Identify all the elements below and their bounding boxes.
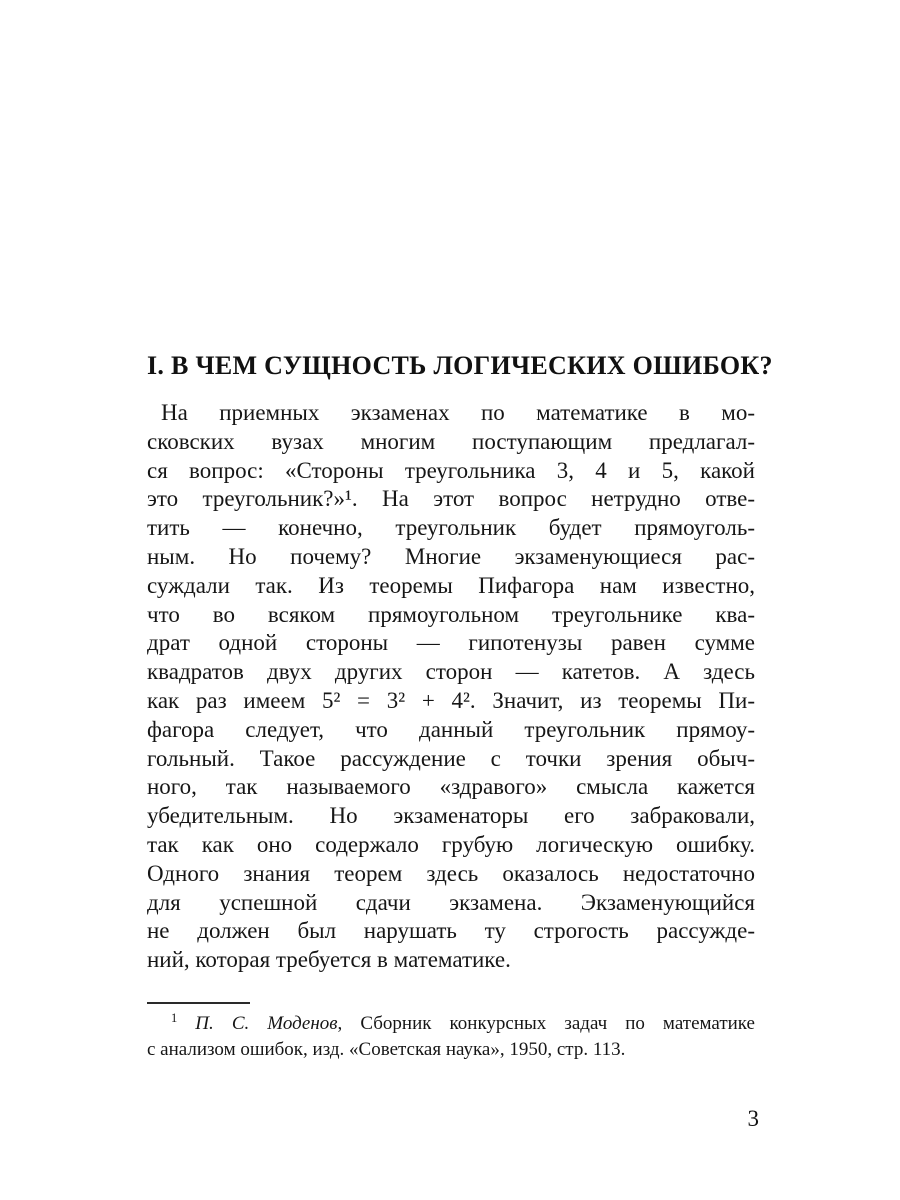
text-line: ного, так называемого «здравого» смысла кажется	[147, 774, 755, 800]
text-line: что во всяком прямоугольном треугольнике ква-	[147, 601, 755, 627]
footnote-marker: 1	[171, 1011, 178, 1025]
text-line: ным. Но почему? Многие экзаменующиеся рас-	[147, 543, 755, 569]
text-line: это треугольник?»¹. На этот вопрос нетрудно отве-	[147, 486, 755, 512]
text-line: убедительным. Но экзаменаторы его забраковали,	[147, 803, 755, 829]
footnote	[147, 1011, 755, 1062]
page-number: 3	[747, 1106, 759, 1131]
text-line: так как оно содержало грубую логическую ошибку.	[147, 831, 755, 857]
footnote-text: , Сборник конкурсных задач по математике	[337, 1013, 755, 1034]
text-line: тить — конечно, треугольник будет прямоуголь-	[147, 515, 755, 541]
body-paragraph	[147, 399, 755, 975]
chapter-heading: I. В ЧЕМ СУЩНОСТЬ ЛОГИЧЕСКИХ ОШИБОК?	[147, 351, 773, 380]
text-line: На приемных экзаменах по математике в мо-	[161, 400, 755, 425]
footnote-author: П. С. Моденов	[195, 1013, 338, 1034]
text-line: не должен был нарушать ту строгость рассужде-	[147, 918, 755, 944]
text-line: суждали так. Из теоремы Пифагора нам известно,	[147, 572, 755, 598]
text-line: для успешной сдачи экзамена. Экзаменующийся	[147, 889, 755, 915]
text-line: ний, которая требуется в математике.	[147, 947, 511, 973]
text-line: ся вопрос: «Стороны треугольника 3, 4 и 5, какой	[147, 457, 755, 483]
text-line: Одного знания теорем здесь оказалось недостаточно	[147, 860, 755, 886]
text-line: фагора следует, что данный треугольник прямоу-	[147, 716, 755, 742]
text-line: квадратов двух других сторон — катетов. А здесь	[147, 659, 755, 685]
footnote-line-2: с анализом ошибок, изд. «Советская наука», 1950, стр. 113.	[147, 1038, 626, 1060]
text-line: гольный. Такое рассуждение с точки зрения обыч-	[147, 745, 755, 771]
text-line: как раз имеем 5² = 3² + 4². Значит, из теоремы Пи-	[147, 687, 755, 713]
text-line: драт одной стороны — гипотенузы равен сумме	[147, 630, 755, 656]
footnote-line-1	[147, 1011, 755, 1037]
footnote-rule	[147, 1002, 250, 1004]
text-line: сковских вузах многим поступающим предлагал-	[147, 428, 755, 454]
